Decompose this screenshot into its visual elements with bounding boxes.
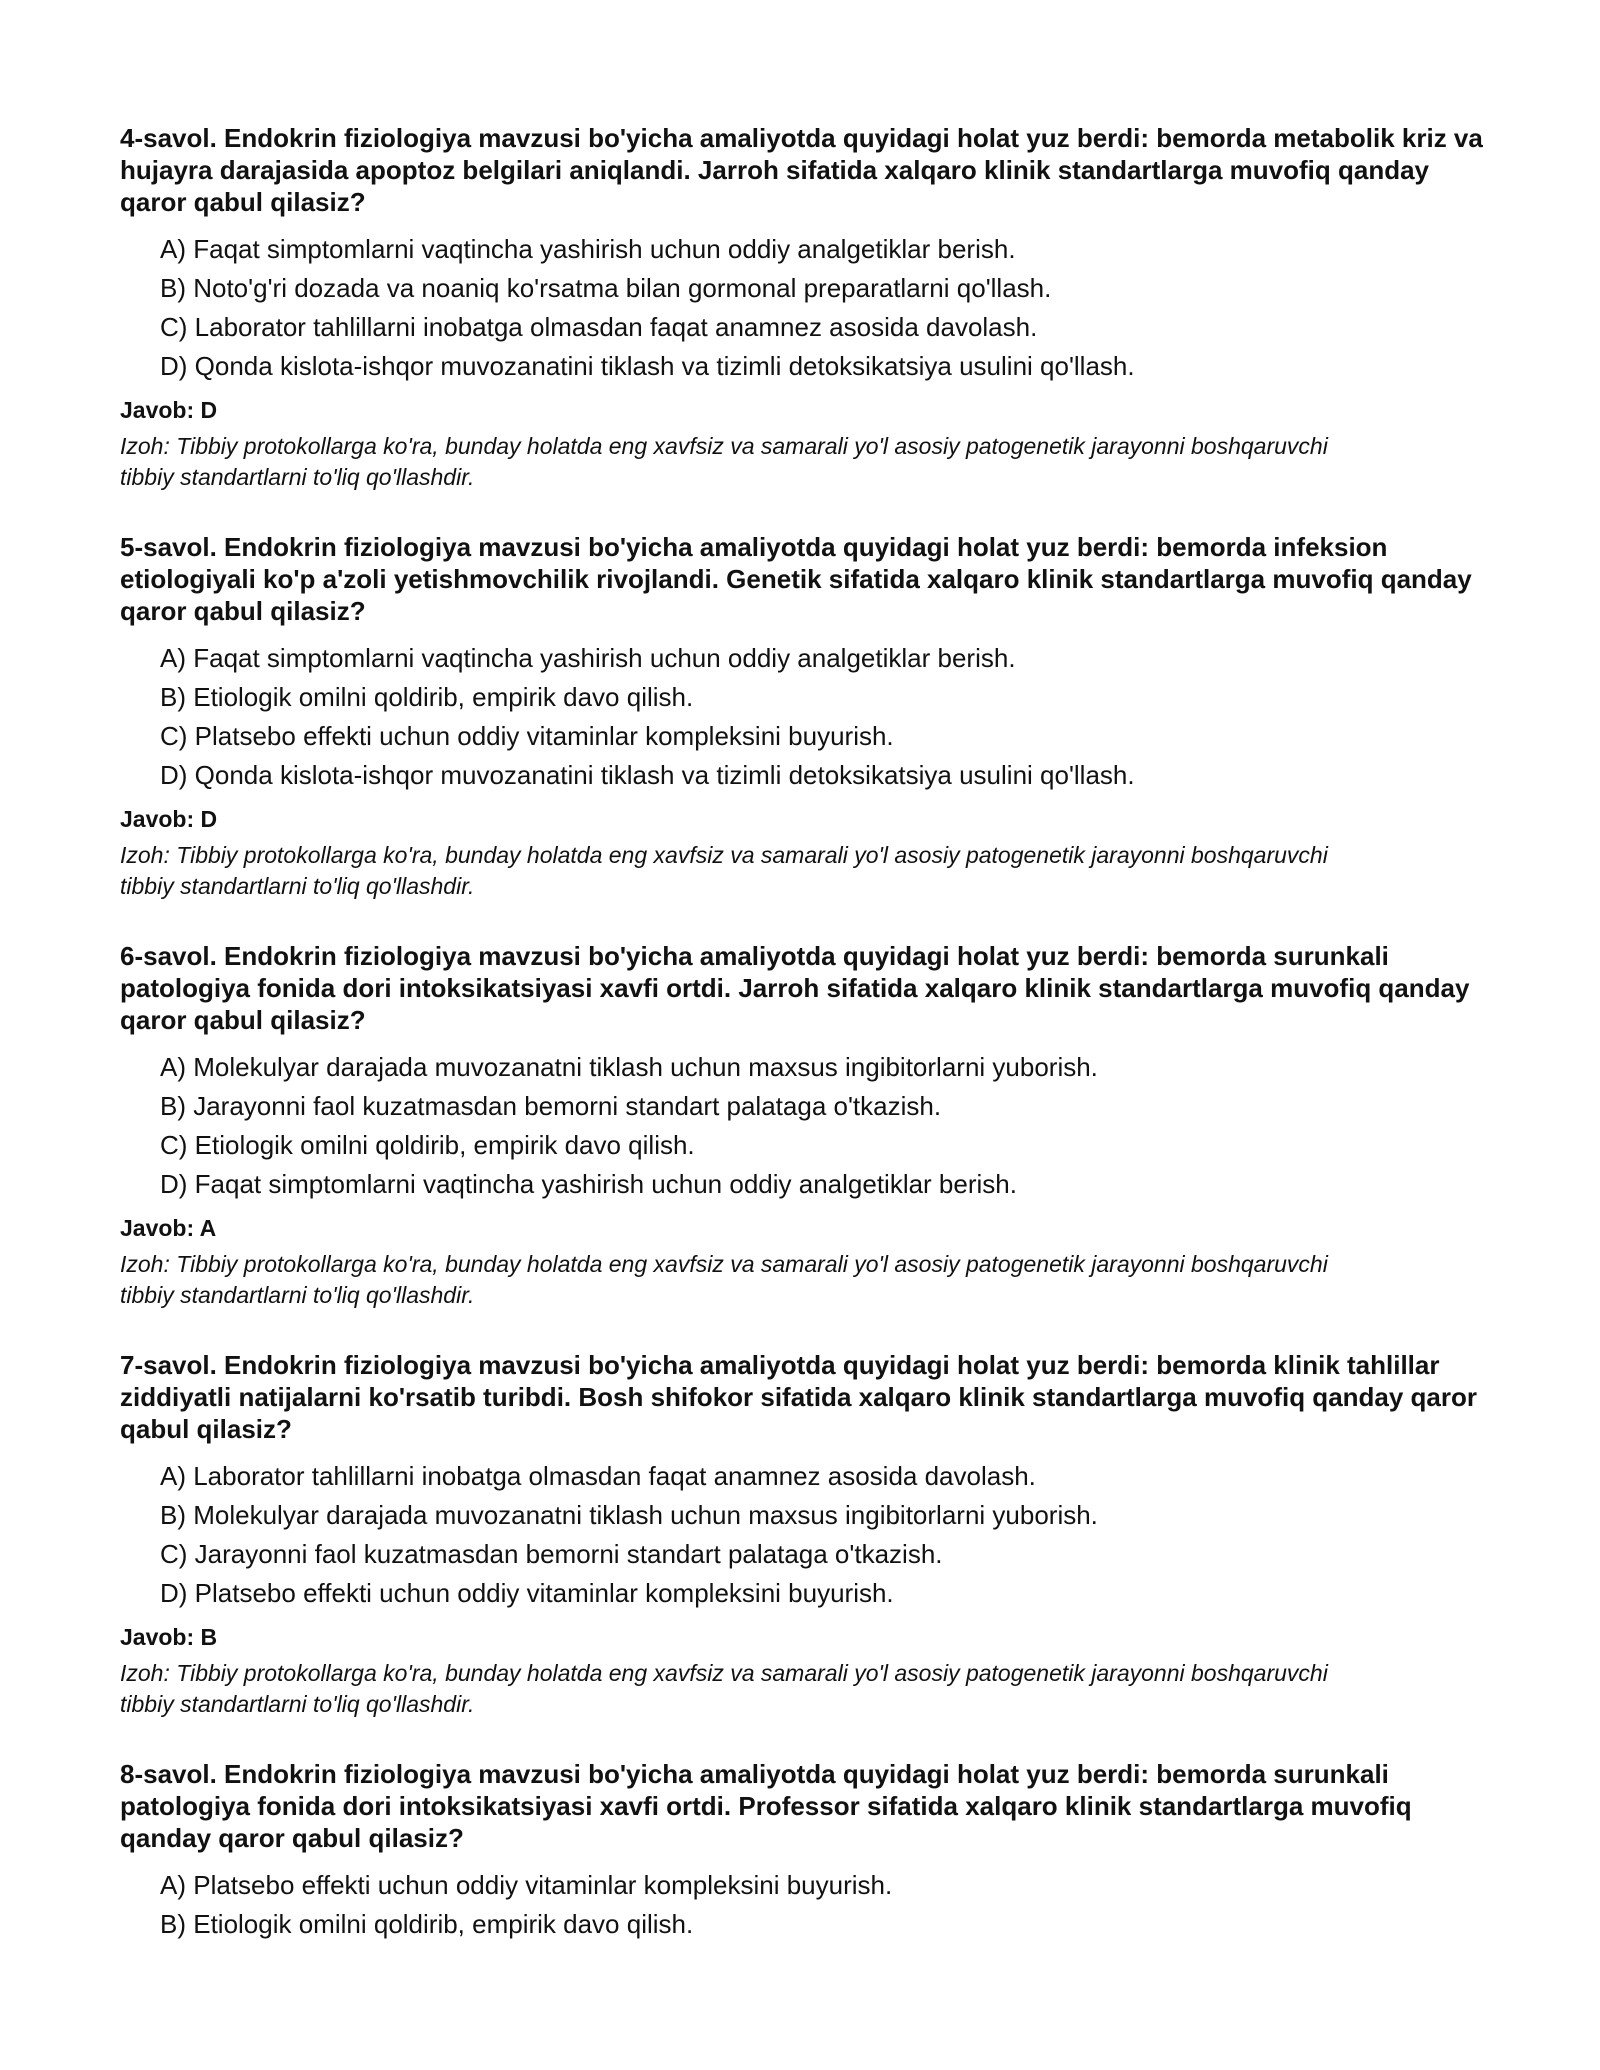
option-b: B) Molekulyar darajada muvozanatni tiklash uchun maxsus ingibitorlarni yuborish. [160, 1500, 1098, 1530]
option-list [120, 1870, 1500, 1939]
answer-label: Javob: D [120, 806, 218, 832]
explanation-note: Izoh: Tibbiy protokollarga ko'ra, bunday holatda eng xavfsiz va samarali yo'l asosiy patogenetik jarayonni boshqaruvchi tibbiy standartlarni to'liq qo'llashdir. [120, 1660, 1328, 1717]
option-b: B) Jarayonni faol kuzatmasdan bemorni standart palataga o'tkazish. [160, 1091, 942, 1121]
option-d: D) Faqat simptomlarni vaqtincha yashirish uchun oddiy analgetiklar berish. [160, 1169, 1017, 1199]
option-d: D) Qonda kislota-ishqor muvozanatini tiklash va tizimli detoksikatsiya usulini qo'llash. [160, 351, 1135, 381]
option-list [120, 1461, 1500, 1608]
question-block-8 [120, 1758, 1500, 1939]
answer-label: Javob: D [120, 397, 218, 423]
option-a: A) Laborator tahlillarni inobatga olmasdan faqat anamnez asosida davolash. [160, 1461, 1036, 1491]
question-title: 6-savol. Endokrin fiziologiya mavzusi bo'yicha amaliyotda quyidagi holat yuz berdi: bemorda surunkali patologiya fonida dori intoksikatsiyasi xavfi ortdi. Jarroh sifatida xalqaro klinik standartlarga muvofiq qanday qaror qabul qilasiz? [120, 941, 1470, 1035]
option-list [120, 1052, 1500, 1199]
option-c: C) Platsebo effekti uchun oddiy vitaminlar kompleksini buyurish. [160, 721, 894, 751]
question-title: 8-savol. Endokrin fiziologiya mavzusi bo'yicha amaliyotda quyidagi holat yuz berdi: bemorda surunkali patologiya fonida dori intoksikatsiyasi xavfi ortdi. Professor sifatida xalqaro klinik standartlarga muvofiq qanday qaror qabul qilasiz? [120, 1759, 1412, 1853]
question-block-4 [120, 122, 1500, 493]
answer-label: Javob: B [120, 1624, 218, 1650]
question-block-5 [120, 531, 1500, 902]
document-page [120, 122, 1500, 1977]
option-d: D) Qonda kislota-ishqor muvozanatini tiklash va tizimli detoksikatsiya usulini qo'llash. [160, 760, 1135, 790]
question-block-6 [120, 940, 1500, 1311]
option-d: D) Platsebo effekti uchun oddiy vitaminlar kompleksini buyurish. [160, 1578, 894, 1608]
question-block-7 [120, 1349, 1500, 1720]
question-title: 5-savol. Endokrin fiziologiya mavzusi bo'yicha amaliyotda quyidagi holat yuz berdi: bemorda infeksion etiologiyali ko'p a'zoli yetishmovchilik rivojlandi. Genetik sifatida xalqaro klinik standartlarga muvofiq qanday qaror qabul qilasiz? [120, 532, 1472, 626]
explanation-note: Izoh: Tibbiy protokollarga ko'ra, bunday holatda eng xavfsiz va samarali yo'l asosiy patogenetik jarayonni boshqaruvchi tibbiy standartlarni to'liq qo'llashdir. [120, 433, 1328, 490]
option-c: C) Jarayonni faol kuzatmasdan bemorni standart palataga o'tkazish. [160, 1539, 943, 1569]
question-title: 7-savol. Endokrin fiziologiya mavzusi bo'yicha amaliyotda quyidagi holat yuz berdi: bemorda klinik tahlillar ziddiyatli natijalarni ko'rsatib turibdi. Bosh shifokor sifatida xalqaro klinik standartlarga muvofiq qanday qaror qabul qilasiz? [120, 1350, 1478, 1444]
question-title: 4-savol. Endokrin fiziologiya mavzusi bo'yicha amaliyotda quyidagi holat yuz berdi: bemorda metabolik kriz va hujayra darajasida apoptoz belgilari aniqlandi. Jarroh sifatida xalqaro klinik standartlarga muvofiq qanday qaror qabul qilasiz? [120, 123, 1483, 217]
option-a: A) Faqat simptomlarni vaqtincha yashirish uchun oddiy analgetiklar berish. [160, 643, 1016, 673]
option-b: B) Etiologik omilni qoldirib, empirik davo qilish. [160, 682, 694, 712]
explanation-note: Izoh: Tibbiy protokollarga ko'ra, bunday holatda eng xavfsiz va samarali yo'l asosiy patogenetik jarayonni boshqaruvchi tibbiy standartlarni to'liq qo'llashdir. [120, 842, 1328, 899]
option-a: A) Molekulyar darajada muvozanatni tiklash uchun maxsus ingibitorlarni yuborish. [160, 1052, 1098, 1082]
explanation-note: Izoh: Tibbiy protokollarga ko'ra, bunday holatda eng xavfsiz va samarali yo'l asosiy patogenetik jarayonni boshqaruvchi tibbiy standartlarni to'liq qo'llashdir. [120, 1251, 1328, 1308]
answer-label: Javob: A [120, 1215, 217, 1241]
option-b: B) Noto'g'ri dozada va noaniq ko'rsatma bilan gormonal preparatlarni qo'llash. [160, 273, 1052, 303]
option-a: A) Platsebo effekti uchun oddiy vitaminlar kompleksini buyurish. [160, 1870, 893, 1900]
option-a: A) Faqat simptomlarni vaqtincha yashirish uchun oddiy analgetiklar berish. [160, 234, 1016, 264]
option-b: B) Etiologik omilni qoldirib, empirik davo qilish. [160, 1909, 694, 1939]
option-list [120, 643, 1500, 790]
option-c: C) Etiologik omilni qoldirib, empirik davo qilish. [160, 1130, 695, 1160]
option-c: C) Laborator tahlillarni inobatga olmasdan faqat anamnez asosida davolash. [160, 312, 1038, 342]
option-list [120, 234, 1500, 381]
